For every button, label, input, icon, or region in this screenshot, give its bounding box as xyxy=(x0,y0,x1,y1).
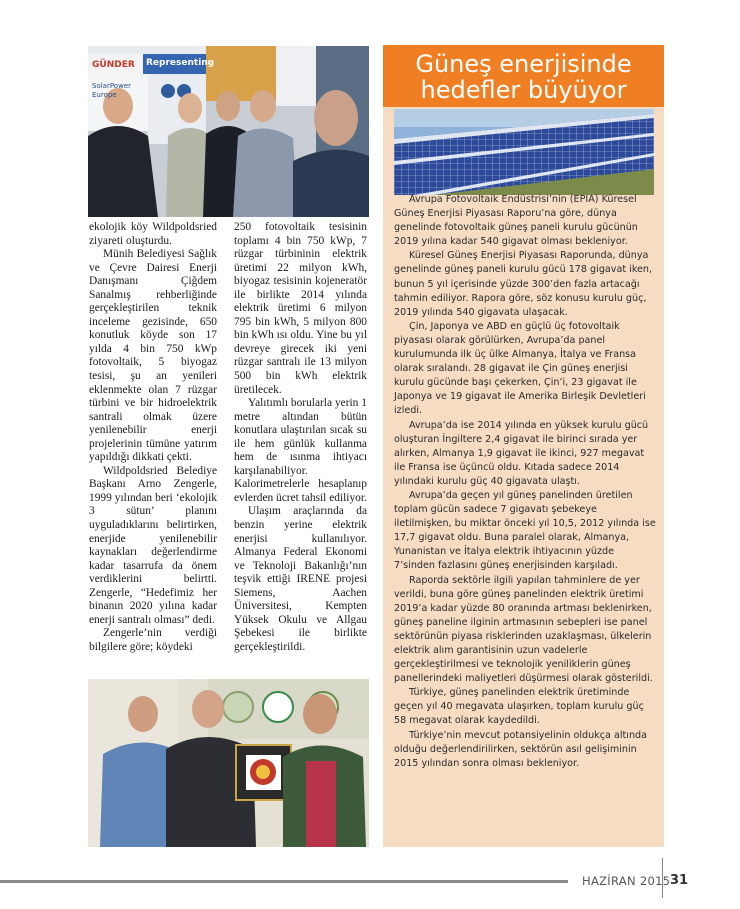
sidebar-paragraph: Küresel Güneş Enerjisi Piyasası Raporunda, dünya genelinde güneş paneli kurulu gücü 178 gigavat iken, bunun 5 yıl içerisinde yüzde 300’den fazla artacağı tahmin ediliyor. Rapora göre, söz konusu kurulu güç, 2019 yılında 540 gigavata ulaşacak. xyxy=(394,250,653,318)
sidebar-body xyxy=(394,193,657,771)
sidebar-paragraph: Türkiye, güneş panelinden elektrik üretiminde geçen yıl 40 megavata ulaşırken, toplam kurulu güç 58 megavat olarak kaydedildi. xyxy=(394,687,644,727)
sidebar-paragraph: Avrupa’da ise 2014 yılında en yüksek kurulu gücü oluşturan İngiltere 2,4 gigavat ile birinci sırada yer alırken, Almanya 1,9 gigavat ile ikinci, 927 megavat ile Fransa ise üçüncü oldu. Kıtada sadece 2014 yılındaki kurulu güç 40 gigavata ulaştı. xyxy=(394,419,649,487)
article-paragraph: Wildpoldsried Belediye Başkanı Arno Zengerle, 1999 yılından beri ‘ekolojik 3 sütun’ planını uyguladıklarını belirtirken, enerjide yenilenebilir kaynakları değerlendirme kadar tasarrufa da önem verdiklerini belirtti. Zengerle, “Hedefimiz her binanın 2020 yılına kadar enerji santralı olması” dedi. xyxy=(89,464,217,626)
sidebar-title xyxy=(383,45,664,107)
article-paragraph: Münih Belediyesi Sağlık ve Çevre Dairesi Enerji Danışmanı Çiğdem Sanalmış rehberliğinde gerçekleştirilen teknik inceleme gezisinde, 650 konutluk köyde son 17 yılda 4 bin 750 kWp fotovoltaik, 5 biyogaz tesisi, şu an yenileri eklenmekte olan 7 rüzgar türbini ve bir hidroelektrik santrali olmak üzere yenilenebilir enerji projelerinin tümüne yatırım yapıldığı dikkati çekti. xyxy=(89,248,217,464)
article-paragraph: Zengerle’nin verdiği bilgilere göre; köydeki xyxy=(89,627,217,653)
sidebar-box xyxy=(383,45,664,847)
article-column-middle xyxy=(234,221,367,655)
sidebar-paragraph: Türkiye’nin mevcut potansiyelinin oldukça altında olduğu değerlendirilirken, sektörün asıl gelişiminin 2015 yılından sonra olması bekleniyor. xyxy=(394,729,648,769)
footer-rule xyxy=(0,880,568,883)
article-column-left xyxy=(89,221,217,655)
booth-sign-solarpower: SolarPower Europe xyxy=(92,82,132,99)
photo-fair-visit xyxy=(88,46,369,217)
issue-date: HAZİRAN 2015 xyxy=(582,874,671,888)
page-number: 31 xyxy=(670,873,689,888)
booth-sign-representing: Representing xyxy=(146,58,215,68)
sidebar-paragraph: Avrupa Fotovoltaik Endüstrisi’nin (EPIA) Küresel Güneş Enerjisi Piyasası Raporu’na göre, dünya genelinde fotovoltaik güneş paneli kurulu gücünün 2019 yılına kadar 540 gigavat olması bekleniyor. xyxy=(394,194,638,248)
article-paragraph: ekolojik köy Wildpoldsried ziyareti oluşturdu. xyxy=(89,221,217,247)
sidebar-paragraph: Çin, Japonya ve ABD en güçlü üç fotovoltaik piyasası olarak görülürken, Avrupa’da panel kurulumunda ilk üç ülke Almanya, İtalya ve Fransa olarak sıralandı. 28 gigavat ile Çin güneş enerjisi kurulu gücünde başı çekerken, Çin’i, 23 gigavat ile Japonya ve 19 gigavat ile Amerika Birleşik Devletleri izledi. xyxy=(394,320,646,417)
sidebar-paragraph: Raporda sektörle ilgili yapılan tahminlere de yer verildi, buna göre güneş panelinden elektrik üretimi 2019’a kadar yüzde 80 oranında artması beklenirken, güneş paneline ilginin artmasının sebepleri ise panel sektörünün piyasa risklerinden uzaklaşması, ülkelerin elektrik alım garantisinin uzun vadelerle gerçekleştirilmesi ve teknolojik yeniliklerin güneş panellerindeki maliyetleri düşürmesi olarak gösterildi. xyxy=(394,574,653,685)
sidebar-paragraph: Avrupa’da geçen yıl güneş panelinden üretilen toplam gücün sadece 7 gigavatı şebekeye iletilmişken, bu miktar önceki yıl 10,5, 2012 yılında ise 17,7 gigavat oldu. Buna paralel olarak, Almanya, Yunanistan ve İtalya elektrik ihtiyacının yüzde 7’sinden fazlasını güneş enerjisinden karşıladı. xyxy=(394,489,656,572)
sidebar-title-line: Güneş enerjisinde xyxy=(415,50,632,78)
article-paragraph: Yalıtımlı borularla yerin 1 metre altından bütün konutlara ulaştırılan sıcak su ile hem günlük kullanma hem de ısınma ihtiyacı karşılanabiliyor. Kalorimetrelerle hesaplanıp evlerden ücret tahsil ediliyor. xyxy=(234,397,367,504)
photo-plaque-presentation xyxy=(88,679,369,847)
booth-sign-gunder: GÜNDER xyxy=(92,60,135,70)
sidebar-title-line: hedefler büyüyor xyxy=(420,76,627,104)
photo-solar-panels xyxy=(394,109,654,195)
article-paragraph: Ulaşım araçlarında da benzin yerine elektrik enerjisi kullanılıyor. Almanya Federal Ekonomi ve Teknoloji Bakanlığı’nın teşvik ettiği IRENE projesi Siemens, Aachen Üniversitesi, Kempten Yüksek Okulu ve Allgau Şebekesi ile birlikte gerçekleştirildi. xyxy=(234,505,367,653)
article-paragraph: 250 fotovoltaik tesisinin toplamı 4 bin 750 kWp, 7 rüzgar türbininin elektrik üretimi 22 milyon kWh, biyogaz tesisinin kojeneratör ile birlikte 2014 yılında elektrik üretimi 6 milyon 795 bin kWh, 5 milyon 800 bin kWh ısı oldu. Yine bu yıl devreye girecek iki yeni rüzgar santralı ile 13 milyon 500 bin kWh elektrik üretilecek. xyxy=(234,221,367,396)
